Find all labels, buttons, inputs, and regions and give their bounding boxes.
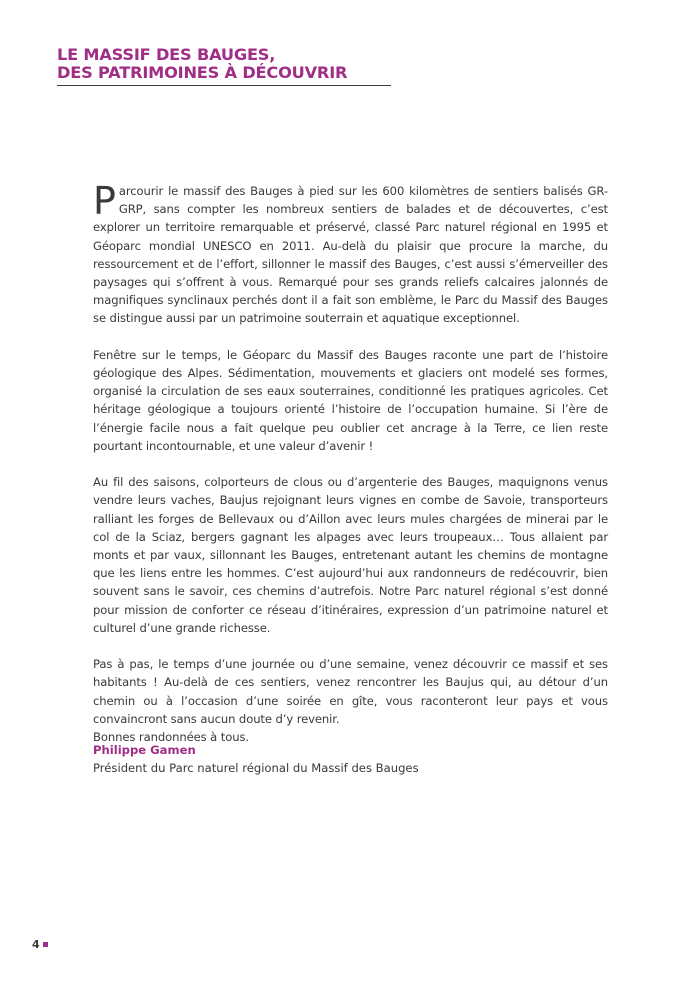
page-number: 4 — [32, 938, 40, 951]
paragraph-4 — [93, 655, 608, 746]
page-title-line-1: LE MASSIF DES BAUGES, — [57, 45, 276, 64]
page-title-line-2: DES PATRIMOINES À DÉCOUVRIR — [57, 63, 348, 82]
paragraph-4-text: Pas à pas, le temps d’une journée ou d’une semaine, venez découvrir ce massif et ses habitants ! Au-delà de ces sentiers, venez rencontrer les Baujus qui, au détour d’un chemin ou à l’occasion d’une soirée en gîte, vous raconteront leur pays et vous convaincront sans aucun doute d’y revenir. — [93, 657, 608, 726]
editorial-text — [93, 179, 608, 746]
folio-square-icon — [43, 942, 48, 947]
signature-name: Philippe Gamen — [93, 743, 196, 757]
page-footer — [32, 938, 48, 951]
paragraph-2: Fenêtre sur le temps, le Géoparc du Massif des Bauges raconte une part de l’histoire géologique des Alpes. Sédimentation, mouvements et glaciers ont modelé ses formes, organisé la circulation de ses eaux souterraines, conditionné les pratiques agricoles. Cet héritage géologique a toujours orienté l’histoire de l’occupation humaine. Si l’ère de l’énergie facile nous a fait quelque peu oublier cet ancrage à la Terre, ce lien reste pourtant incontournable, et une valeur d’avenir ! — [93, 347, 608, 453]
paragraph-3: Au fil des saisons, colporteurs de clous ou d’argenterie des Bauges, maquignons venus vendre leurs vaches, Baujus rejoignant leurs vignes en combe de Savoie, transporteurs ralliant les forges de Bellevaux ou d’Aillon avec leurs mules chargées de minerai par le col de la Sciaz, bergers gagnant les alpages avec leurs troupeaux… Tous allaient par monts et par vaux, sillonnant les Bauges, entretenant autant les chemins de montagne que les liens entre les hommes. C’est aujourd’hui aux randonneurs de redécouvrir, bien souvent sans le savoir, ces chemins d’autrefois. Notre Parc naturel régional s’est donné pour mission de conforter ce réseau d’itinéraires, expression d’un patrimoine naturel et culturel d’une grande richesse. — [93, 475, 608, 635]
page-header — [57, 46, 391, 86]
signature-role: Président du Parc naturel régional du Massif des Bauges — [93, 761, 419, 775]
signature-block — [93, 741, 419, 777]
paragraph-1-text: arcourir le massif des Bauges à pied sur les 600 kilomètres de sentiers balisés GR-GRP, sans compter les nombreux sentiers de balades et de découvertes, c’est explorer un territoire remarquable et préservé, classé Parc naturel régional en 1995 et Géoparc mondial UNESCO en 2011. Au-delà du plaisir que procure la marche, du ressourcement et de l’effort, sillonner le massif des Bauges, c’est aussi s’émerveiller des paysages qui s’offrent à vous. Remarqué pour ses grands reliefs calcaires jalonnés de magnifiques synclinaux perchés dont il a fait son emblème, le Parc du Massif des Bauges se distingue aussi par un patrimoine souterrain et aquatique exceptionnel. — [93, 184, 608, 326]
closing-line: Bonnes randonnées à tous. — [93, 730, 249, 745]
page-title — [57, 46, 391, 82]
drop-cap: P — [93, 179, 116, 223]
paragraph-1 — [93, 179, 608, 328]
